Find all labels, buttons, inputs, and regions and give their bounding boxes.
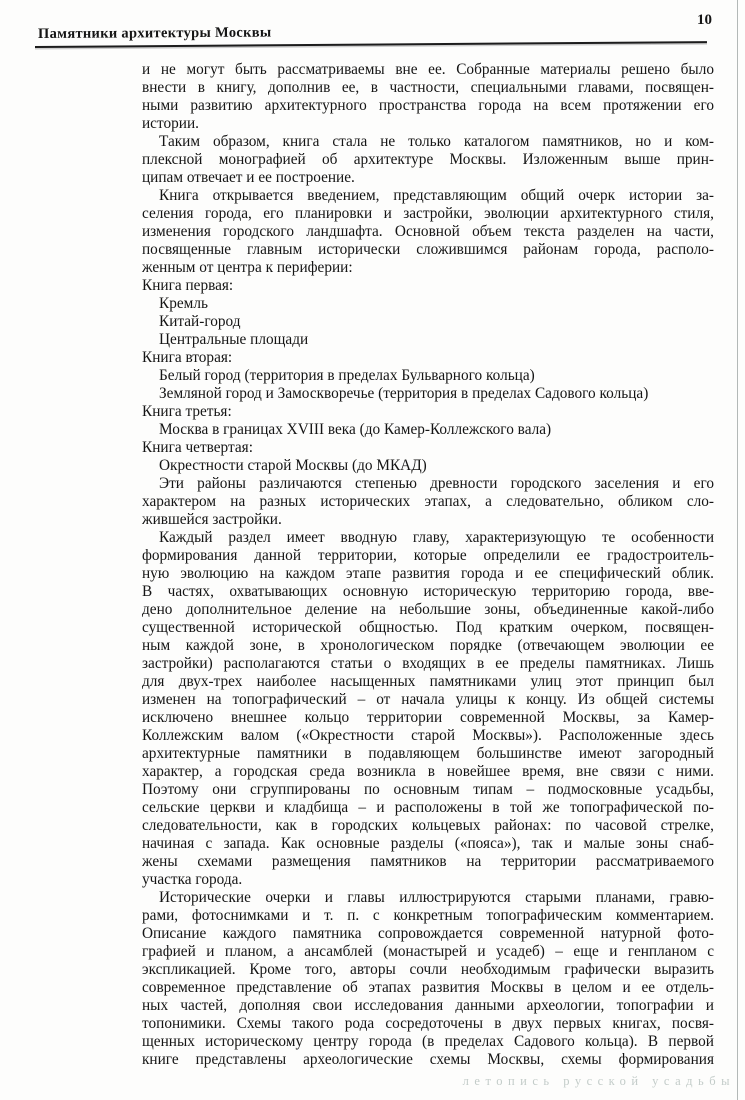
publisher-watermark: летопись русской усадьбы — [462, 1074, 735, 1088]
text-line: Центральные площади — [159, 331, 309, 348]
text-line: Книга открывается введением, представляющим общий очерк истории за- — [159, 187, 714, 204]
text-line: Китай-город — [159, 313, 241, 330]
text-line: застройки) располагаются статьи о входящих в ее пределы памятниках. Лишь — [142, 655, 714, 672]
text-line: следовательности, как в городских кольцевых районах: по часовой стрелке, — [142, 817, 714, 834]
text-line: Книга третья: — [142, 403, 232, 420]
scan-edge-line — [737, 0, 738, 1100]
text-line: графией и планом, а ансамблей (монастырей и усадеб) – еще и генпланом с — [142, 943, 714, 960]
text-line: Таким образом, книга стала не только каталогом памятников, но и ком- — [159, 133, 714, 150]
text-line: плексной монографией об архитектуре Москвы. Изложенным выше прин- — [142, 151, 714, 168]
text-line: Исторические очерки и главы иллюстрируются старыми планами, гравю- — [159, 889, 714, 906]
text-line: архитектурные памятники в подавляющем большинстве имеют загородный — [142, 745, 714, 762]
body-text — [142, 61, 714, 1069]
text-line: Белый город (территория в пределах Бульварного кольца) — [159, 367, 535, 384]
text-line: современное представление об этапах развития Москвы в целом и ее отдель- — [142, 979, 714, 996]
text-line: дено дополнительное деление на небольшие зоны, объединенные какой-либо — [142, 601, 714, 618]
text-line: рами, фотоснимками и т. п. с конкретным топографическим комментарием. — [142, 907, 714, 924]
text-line: щенных историческому центру города (в пределах Садового кольца). В первой — [142, 1033, 714, 1050]
text-line: жившейся застройки. — [142, 511, 282, 528]
text-line: участка города. — [142, 871, 243, 888]
text-line: Коллежским валом («Окрестности старой Москвы»). Расположенные здесь — [142, 727, 714, 744]
text-line: селения города, его планировки и застройки, эволюции архитектурного стиля, — [142, 205, 714, 222]
text-line: Эти районы различаются степенью древности городского заселения и его — [159, 475, 714, 492]
running-head-title: Памятники архитектуры Москвы — [37, 24, 272, 42]
text-line: жены схемами размещения памятников на территории рассматриваемого — [142, 853, 714, 870]
text-line: Книга вторая: — [142, 349, 233, 366]
text-line: ных частей, дополняя свои исследования данными археологии, топографии и — [142, 997, 714, 1014]
text-line: для двух-трех наиболее насыщенных памятниками улиц этот принцип был — [142, 673, 714, 690]
text-line: топонимики. Схемы такого рода сосредоточены в двух первых книгах, посвя- — [142, 1015, 714, 1032]
text-line: характером на разных исторических этапах, а следовательно, обликом сло- — [142, 493, 714, 510]
text-line: изменен на топографический – от начала улицы к концу. Из общей системы — [142, 691, 714, 708]
text-line: сельские церкви и кладбища – и расположены в той же топографической по- — [142, 799, 714, 816]
text-line: Книга четвертая: — [142, 439, 253, 456]
text-line: Каждый раздел имеет вводную главу, характеризующую те особенности — [159, 529, 714, 546]
text-line: посвященные главным исторически сложившимся районам города, располо- — [142, 241, 714, 258]
text-line: ными развитию архитектурного пространства города на всем протяжении его — [142, 97, 714, 114]
text-line: начиная с запада. Как основные разделы («пояса»), так и малые зоны снаб- — [142, 835, 714, 852]
text-line: изменения городского ландшафта. Основной объем текста разделен на части, — [142, 223, 714, 240]
text-line: Москва в границах XVIII века (до Камер-Коллежского вала) — [159, 421, 552, 438]
text-line: существенной исторической общностью. Под кратким очерком, посвящен- — [142, 619, 714, 636]
text-line: ным каждой зоне, в хронологическом порядке (отвечающем эволюции ее — [142, 637, 714, 654]
text-line: Кремль — [159, 295, 208, 312]
text-line: характер, а городская среда возникла в новейшее время, вне связи с ними. — [142, 763, 714, 780]
text-line: формирования данной территории, которые определили ее градостроитель- — [142, 547, 714, 564]
text-line: внести в книгу, дополнив ее, в частности, специальными главами, посвящен- — [142, 79, 714, 96]
text-line: В частях, охватывающих основную историческую территорию города, вве- — [142, 583, 714, 600]
text-line: книге представлены археологические схемы Москвы, схемы формирования — [142, 1051, 714, 1068]
text-line: и не могут быть рассматриваемы вне ее. Собранные материалы решено было — [142, 61, 714, 78]
page-number: 10 — [697, 12, 712, 28]
text-line: Книга первая: — [142, 277, 234, 294]
text-line: Поэтому они сгруппированы по основным типам – подмосковные усадьбы, — [142, 781, 714, 798]
text-line: женным от центра к периферии: — [142, 259, 353, 276]
text-line: исключено внешнее кольцо территории современной Москвы, за Камер- — [142, 709, 714, 726]
text-line: истории. — [142, 115, 199, 132]
text-line: Земляной город и Замоскворечье (территория в пределах Садового кольца) — [159, 385, 649, 402]
text-line: ципам отвечает и ее построение. — [142, 169, 355, 186]
text-line: Описание каждого памятника сопровождается современной натурной фото- — [142, 925, 714, 942]
text-line: экспликацией. Кроме того, авторы сочли необходимым графически выразить — [142, 961, 714, 978]
text-line: Окрестности старой Москвы (до МКАД) — [159, 457, 427, 474]
text-line: ную эволюцию на каждом этапе развития города и ее специфический облик. — [142, 565, 714, 582]
